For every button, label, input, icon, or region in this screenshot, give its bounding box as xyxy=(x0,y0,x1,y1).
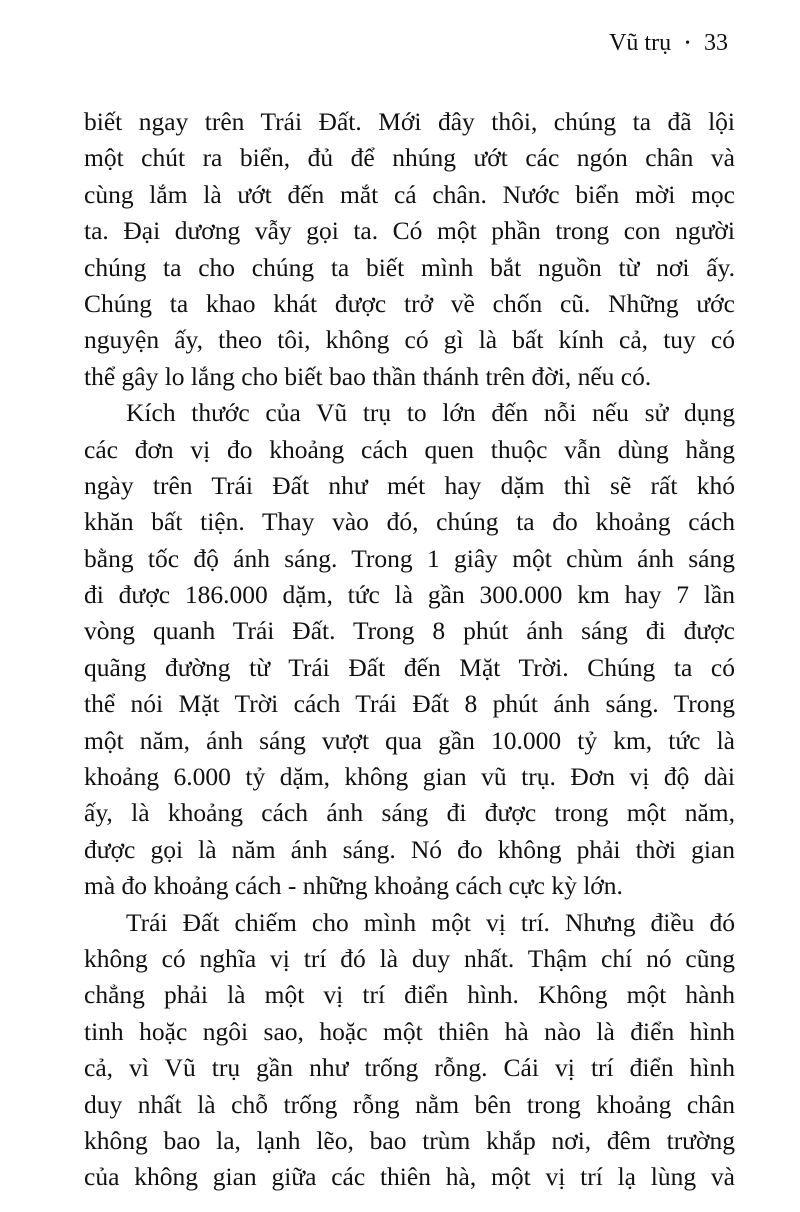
text-line: thể nói Mặt Trời cách Trái Đất 8 phút ánh sáng. Trong xyxy=(84,689,735,719)
text-line: khoảng 6.000 tỷ dặm, không gian vũ trụ. Đơn vị độ dài xyxy=(84,762,735,792)
text-line: mà đo khoảng cách - những khoảng cách cực kỳ lớn. xyxy=(84,871,623,901)
text-line: cùng lắm là ướt đến mắt cá chân. Nước biển mời mọc xyxy=(84,179,735,209)
text-line: không bao la, lạnh lẽo, bao trùm khắp nơi, đêm trường xyxy=(84,1125,735,1155)
header-separator: • xyxy=(685,35,690,51)
text-line: bằng tốc độ ánh sáng. Trong 1 giây một chùm ánh sáng xyxy=(84,543,735,573)
text-line: một năm, ánh sáng vượt qua gần 10.000 tỷ km, tức là xyxy=(84,725,735,755)
text-line: Chúng ta khao khát được trở về chốn cũ. Những ước xyxy=(84,288,735,318)
text-line: không có nghĩa vị trí đó là duy nhất. Thậm chí nó cũng xyxy=(84,943,735,973)
text-line: được gọi là năm ánh sáng. Nó đo không phải thời gian xyxy=(84,834,735,864)
text-line: chẳng phải là một vị trí điển hình. Không một hành xyxy=(84,980,735,1010)
body-text xyxy=(84,104,735,1196)
text-line: ta. Đại dương vẫy gọi ta. Có một phần trong con người xyxy=(84,216,735,246)
text-line: quãng đường từ Trái Đất đến Mặt Trời. Chúng ta có xyxy=(84,652,735,682)
text-line: chúng ta cho chúng ta biết mình bắt nguồn từ nơi ấy. xyxy=(84,252,735,282)
text-line: một chút ra biển, đủ để nhúng ướt các ngón chân và xyxy=(84,143,735,173)
text-line: duy nhất là chỗ trống rỗng nằm bên trong khoảng chân xyxy=(84,1089,735,1119)
text-line: ấy, là khoảng cách ánh sáng đi được trong một năm, xyxy=(84,798,735,828)
text-line: thể gây lo lắng cho biết bao thần thánh trên đời, nếu có. xyxy=(84,361,652,391)
running-title: Vũ trụ xyxy=(609,30,672,56)
running-header xyxy=(609,30,728,57)
text-line: các đơn vị đo khoảng cách quen thuộc vẫn dùng hằng xyxy=(84,434,735,464)
text-line: cả, vì Vũ trụ gần như trống rỗng. Cái vị trí điển hình xyxy=(84,1053,735,1083)
text-line: Trái Đất chiếm cho mình một vị trí. Nhưng điều đó xyxy=(126,907,735,937)
page-number: 33 xyxy=(704,30,728,56)
text-line: của không gian giữa các thiên hà, một vị trí lạ lùng và xyxy=(84,1162,735,1192)
text-line: đi được 186.000 dặm, tức là gần 300.000 km hay 7 lần xyxy=(84,580,735,610)
text-line: vòng quanh Trái Đất. Trong 8 phút ánh sáng đi được xyxy=(84,616,735,646)
text-line: ngày trên Trái Đất như mét hay dặm thì sẽ rất khó xyxy=(84,470,735,500)
text-line: biết ngay trên Trái Đất. Mới đây thôi, chúng ta đã lội xyxy=(84,107,735,136)
text-line: tinh hoặc ngôi sao, hoặc một thiên hà nào là điển hình xyxy=(84,1016,735,1046)
text-line: nguyện ấy, theo tôi, không có gì là bất kính cả, tuy có xyxy=(84,325,735,355)
text-line: Kích thước của Vũ trụ to lớn đến nỗi nếu sử dụng xyxy=(126,398,735,428)
text-line: khăn bất tiện. Thay vào đó, chúng ta đo khoảng cách xyxy=(84,507,735,537)
